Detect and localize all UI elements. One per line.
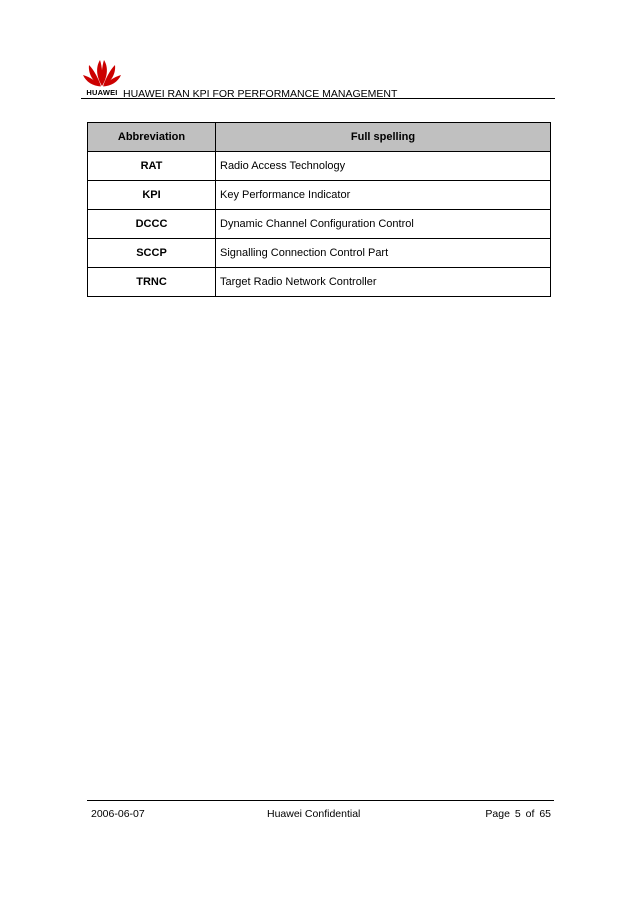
footer-date: 2006-06-07 — [91, 808, 145, 820]
page-total: 65 — [539, 808, 551, 820]
abbreviation-cell: TRNC — [88, 268, 216, 297]
header-title: HUAWEI RAN KPI FOR PERFORMANCE MANAGEMENT — [123, 88, 398, 100]
of-word: of — [525, 808, 535, 820]
footer-confidential: Huawei Confidential — [267, 808, 361, 820]
table-row — [88, 239, 551, 268]
logo-text: HUAWEI — [86, 88, 118, 97]
table-row — [88, 268, 551, 297]
full-spelling-cell: Key Performance Indicator — [216, 181, 551, 210]
page-footer — [87, 808, 554, 824]
full-spelling-cell: Target Radio Network Controller — [216, 268, 551, 297]
abbreviation-cell: SCCP — [88, 239, 216, 268]
page-indicator — [484, 808, 552, 820]
column-header-full-spelling: Full spelling — [216, 123, 551, 152]
huawei-flower-icon — [81, 56, 123, 88]
header-divider — [81, 98, 555, 99]
table-row — [88, 210, 551, 239]
page-number: 5 — [514, 808, 521, 820]
table-row — [88, 181, 551, 210]
page-header — [81, 56, 555, 100]
full-spelling-cell: Signalling Connection Control Part — [216, 239, 551, 268]
table-row — [88, 152, 551, 181]
abbreviation-cell: DCCC — [88, 210, 216, 239]
column-header-abbreviation: Abbreviation — [88, 123, 216, 152]
abbreviation-table — [87, 122, 551, 297]
full-spelling-cell: Dynamic Channel Configuration Control — [216, 210, 551, 239]
abbreviation-cell: RAT — [88, 152, 216, 181]
footer-divider — [87, 800, 554, 801]
full-spelling-cell: Radio Access Technology — [216, 152, 551, 181]
huawei-logo — [81, 56, 123, 100]
abbreviation-cell: KPI — [88, 181, 216, 210]
table-header-row — [88, 123, 551, 152]
page-word: Page — [485, 808, 510, 820]
